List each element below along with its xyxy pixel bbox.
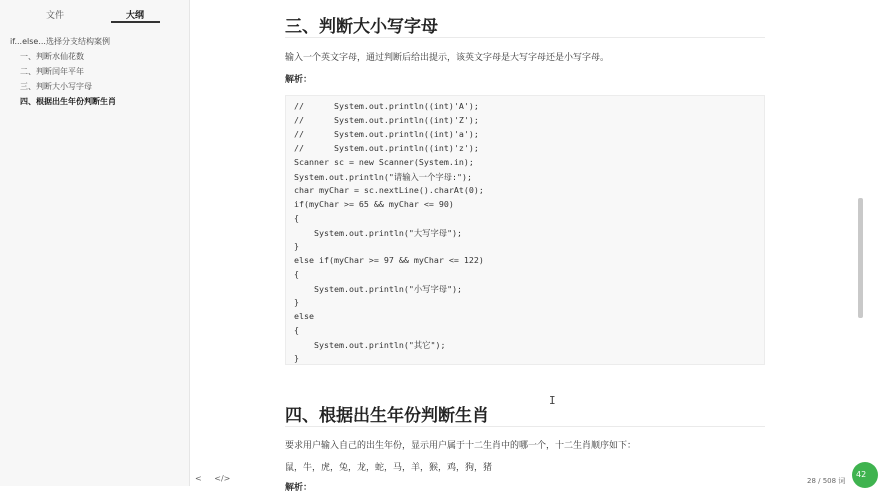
code-line: { [294,213,299,223]
code-line: // System.out.println((int)'Z'); [294,115,479,125]
section-3-heading: 三、判断大小写字母 [285,17,438,37]
document-content [191,0,864,493]
analysis-label: 解析： [285,75,313,85]
outline-item-1[interactable]: 一、判断水仙花数 [20,52,84,61]
tab-files[interactable]: 文件 [46,11,65,21]
sidebar-tabs [0,0,190,26]
code-block[interactable] [285,95,765,365]
back-icon[interactable]: < [195,474,202,483]
sidebar [0,0,190,486]
code-line: } [294,241,299,251]
tab-outline[interactable]: 大纲 [126,11,145,21]
code-line: char myChar = sc.nextLine().charAt(0); [294,185,484,195]
outline-item-4[interactable]: 四、根据出生年份判断生肖 [20,97,116,106]
section-4-heading: 四、根据出生年份判断生肖 [285,406,489,426]
code-line: { [294,325,299,335]
code-line: } [294,353,299,363]
code-line: System.out.println("小写字母"); [294,284,463,294]
heading-divider [285,426,765,427]
outline-item-3[interactable]: 三、判断大小写字母 [20,82,92,91]
code-line: System.out.println("请输入一个字母:"); [294,172,472,182]
active-tab-indicator [111,21,160,23]
source-code-icon[interactable]: </> [214,474,231,483]
code-line: System.out.println("其它"); [294,340,446,350]
heading-divider [285,37,765,38]
outline-item-root[interactable]: if...else...选择分支结构案例 [10,37,110,46]
analysis-label-2: 解析： [285,483,313,493]
scrollbar-thumb[interactable] [858,198,863,318]
code-line: // System.out.println((int)'z'); [294,143,479,153]
code-line: Scanner sc = new Scanner(System.in); [294,157,474,167]
code-line: else [294,311,314,321]
status-badge[interactable]: 42 [852,462,878,488]
code-line: { [294,269,299,279]
code-line: // System.out.println((int)'a'); [294,129,479,139]
code-line: } [294,297,299,307]
code-line: System.out.println("大写字母"); [294,228,463,238]
zodiac-list: 鼠，牛，虎，兔，龙，蛇，马，羊，猴，鸡，狗，猪 [285,463,493,473]
code-line: if(myChar >= 65 && myChar <= 90) [294,199,454,209]
section-3-description: 输入一个英文字母，通过判断后给出提示，该英文字母是大写字母还是小写字母。 [285,53,610,63]
text-cursor-icon: I [549,394,556,407]
code-line: else if(myChar >= 97 && myChar <= 122) [294,255,484,265]
code-line: // System.out.println((int)'A'); [294,101,479,111]
section-4-description: 要求用户输入自己的出生年份，显示用户属于十二生肖中的哪一个，十二生肖顺序如下： [285,441,637,451]
word-count: 28 / 508 词 [807,477,846,485]
outline-item-2[interactable]: 二、判断闰年平年 [20,67,84,76]
